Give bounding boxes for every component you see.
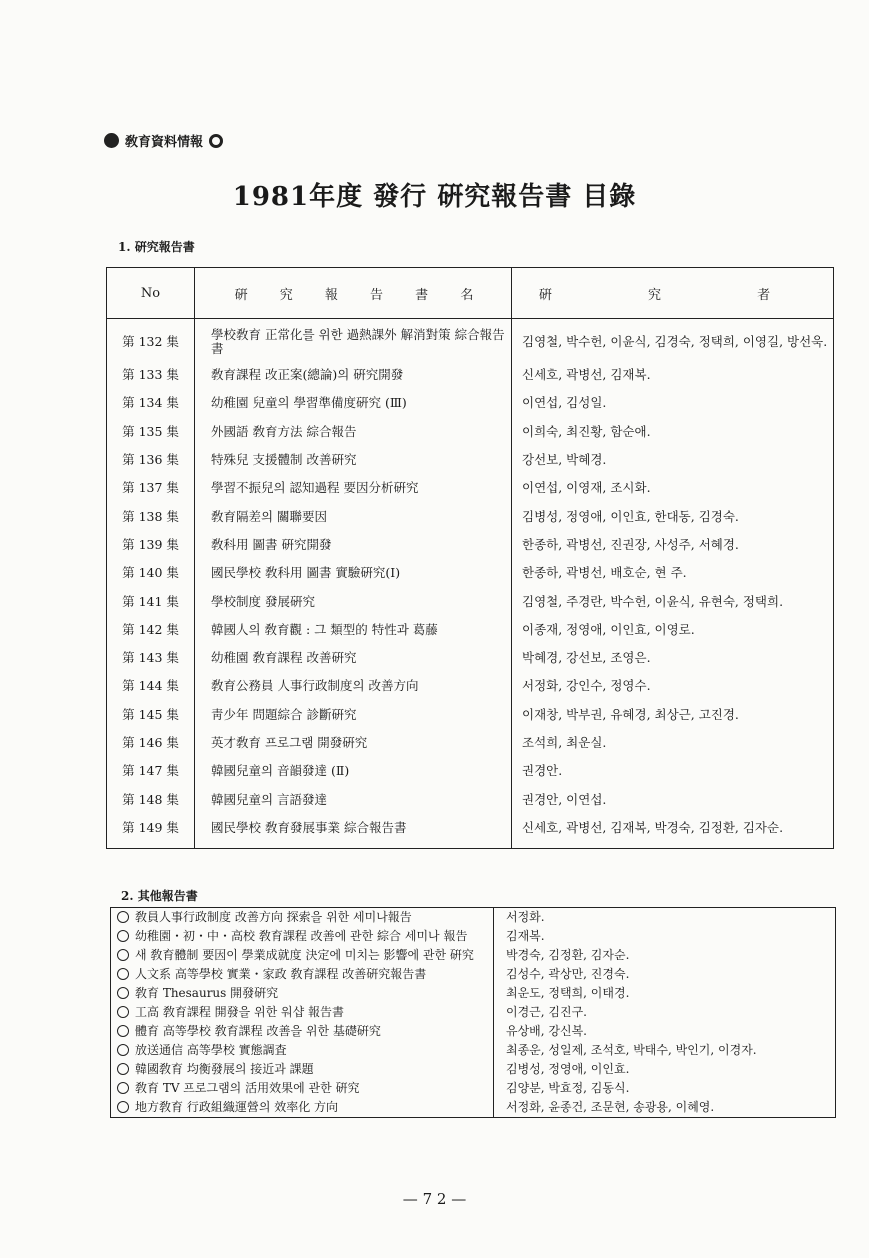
report-title: 幼稚園 兒童의 學習準備度硏究 (Ⅲ)	[195, 389, 512, 417]
table-row	[107, 757, 834, 785]
other-report-authors: 김성수, 곽상만, 진경숙.	[506, 967, 630, 981]
report-authors: 서정화, 강인수, 정영수.	[512, 672, 834, 700]
other-report-item	[111, 1060, 494, 1079]
page-title: 1981年度 發行 硏究報告書 目錄	[232, 182, 637, 212]
circle-bullet-icon	[117, 1063, 129, 1075]
other-report-authors: 김양분, 박효정, 김동식.	[506, 1081, 630, 1095]
section-tag	[104, 131, 223, 150]
table-row	[107, 361, 834, 389]
table-header-row	[107, 268, 834, 319]
other-report-table	[110, 907, 836, 1118]
report-number: 第 144 集	[107, 672, 195, 700]
table-row	[107, 701, 834, 729]
section-tag-label: 敎育資料情報	[125, 135, 204, 150]
other-report-authors: 서정화, 윤종건, 조문현, 송광용, 이혜영.	[506, 1100, 715, 1114]
section1-heading: 1. 硏究報告書	[118, 240, 195, 254]
report-number: 第 141 集	[107, 587, 195, 615]
report-title: 國民學校 敎科用 圖書 實驗硏究(Ⅰ)	[195, 559, 512, 587]
other-report-item	[111, 984, 494, 1003]
other-report-title: 새 敎育體制 要因이 學業成就度 決定에 미치는 影響에 관한 硏究	[135, 948, 474, 962]
report-title: 學校制度 發展硏究	[195, 587, 512, 615]
report-number: 第 140 集	[107, 559, 195, 587]
other-report-authors: 이경근, 김진구.	[506, 1005, 587, 1019]
report-authors: 신세호, 곽병선, 김재복.	[512, 361, 834, 389]
other-report-title: 放送通信 高等學校 實態調査	[135, 1043, 287, 1057]
report-authors: 한종하, 곽병선, 배호순, 현 주.	[512, 559, 834, 587]
other-report-item	[111, 1022, 494, 1041]
other-report-item	[111, 1003, 494, 1022]
other-report-authors: 최종운, 성일제, 조석호, 박태수, 박인기, 이경자.	[506, 1043, 757, 1057]
report-title: 學校敎育 正常化를 위한 過熱課外 解消對策 綜合報告書	[195, 319, 512, 362]
report-number: 第 136 集	[107, 446, 195, 474]
table-row	[107, 446, 834, 474]
bullet-ring-icon	[209, 134, 223, 148]
other-report-title: 幼稚園・初・中・高校 敎育課程 改善에 관한 綜合 세미나 報告	[135, 929, 468, 943]
report-number: 第 138 集	[107, 502, 195, 530]
report-title: 特殊兒 支援體制 改善硏究	[195, 446, 512, 474]
circle-bullet-icon	[117, 949, 129, 961]
report-title: 敎科用 圖書 硏究開發	[195, 531, 512, 559]
column-header-authors: 硏 究 者	[512, 268, 834, 319]
other-report-authors: 최운도, 정택희, 이태경.	[506, 986, 630, 1000]
report-number: 第 149 集	[107, 814, 195, 849]
report-authors: 권경안.	[512, 757, 834, 785]
other-report-title: 韓國敎育 均衡發展의 接近과 課題	[135, 1062, 314, 1076]
report-number: 第 146 集	[107, 729, 195, 757]
circle-bullet-icon	[117, 987, 129, 999]
table-row	[111, 927, 836, 946]
table-row	[107, 785, 834, 813]
column-header-title: 硏 究 報 告 書 名	[195, 268, 512, 319]
table-row	[107, 502, 834, 530]
report-title: 敎育隔差의 關聯要因	[195, 502, 512, 530]
report-authors: 이연섭, 이영재, 조시화.	[512, 474, 834, 502]
table-row	[111, 1003, 836, 1022]
report-number: 第 145 集	[107, 701, 195, 729]
report-number: 第 143 集	[107, 644, 195, 672]
report-authors: 강선보, 박혜경.	[512, 446, 834, 474]
table-row	[107, 559, 834, 587]
table-row	[111, 984, 836, 1003]
table-row	[111, 1022, 836, 1041]
report-number: 第 148 集	[107, 785, 195, 813]
table-row	[107, 644, 834, 672]
table-row	[111, 1098, 836, 1118]
circle-bullet-icon	[117, 1044, 129, 1056]
table-row	[107, 814, 834, 849]
research-report-table	[106, 267, 834, 849]
report-number: 第 147 集	[107, 757, 195, 785]
circle-bullet-icon	[117, 1082, 129, 1094]
table-row	[111, 965, 836, 984]
table-row	[111, 908, 836, 928]
circle-bullet-icon	[117, 1006, 129, 1018]
other-report-authors: 김병성, 정영애, 이인효.	[506, 1062, 630, 1076]
circle-bullet-icon	[117, 1101, 129, 1113]
report-authors: 이희숙, 최진황, 함순애.	[512, 418, 834, 446]
table-row	[111, 1079, 836, 1098]
table-row	[111, 946, 836, 965]
table-row	[111, 1060, 836, 1079]
table-row	[107, 587, 834, 615]
table-row	[107, 672, 834, 700]
report-authors: 이연섭, 김성일.	[512, 389, 834, 417]
other-report-title: 地方敎育 行政組織運營의 效率化 方向	[135, 1100, 339, 1114]
table-row	[107, 616, 834, 644]
report-title: 韓國人의 敎育觀 : 그 類型的 特性과 葛藤	[195, 616, 512, 644]
report-title: 敎育公務員 人事行政制度의 改善方向	[195, 672, 512, 700]
report-authors: 김병성, 정영애, 이인효, 한대동, 김경숙.	[512, 502, 834, 530]
other-report-title: 敎育 Thesaurus 開發硏究	[135, 986, 279, 1000]
report-authors: 권경안, 이연섭.	[512, 785, 834, 813]
report-title: 英才敎育 프로그램 開發硏究	[195, 729, 512, 757]
report-authors: 한종하, 곽병선, 진권장, 사성주, 서혜경.	[512, 531, 834, 559]
other-report-item	[111, 1041, 494, 1060]
report-authors: 신세호, 곽병선, 김재복, 박경숙, 김정환, 김자순.	[512, 814, 834, 849]
other-report-title: 敎員人事行政制度 改善方向 探索을 위한 세미나報告	[135, 910, 412, 924]
report-authors: 김영철, 박수헌, 이윤식, 김경숙, 정택희, 이영길, 방선욱.	[512, 319, 834, 362]
report-authors: 조석희, 최운실.	[512, 729, 834, 757]
bullet-icon	[104, 133, 119, 148]
page-number: — 7 2 —	[402, 1190, 467, 1208]
report-title: 靑少年 問題綜合 診斷硏究	[195, 701, 512, 729]
other-report-title: 工高 敎育課程 開發을 위한 워샵 報告書	[135, 1005, 345, 1019]
report-number: 第 133 集	[107, 361, 195, 389]
report-authors: 김영철, 주경란, 박수헌, 이윤식, 유현숙, 정택희.	[512, 587, 834, 615]
other-report-authors: 박경숙, 김정환, 김자순.	[506, 948, 630, 962]
table-row	[107, 729, 834, 757]
table-row	[111, 1041, 836, 1060]
other-report-authors: 서정화.	[506, 910, 545, 924]
other-report-item	[111, 1079, 494, 1098]
report-number: 第 139 集	[107, 531, 195, 559]
section2-heading: 2. 其他報告書	[121, 889, 198, 903]
other-report-item	[111, 965, 494, 984]
circle-bullet-icon	[117, 968, 129, 980]
other-report-authors: 김재복.	[506, 929, 545, 943]
other-report-title: 人文系 高等學校 實業・家政 敎育課程 改善硏究報告書	[135, 967, 427, 981]
other-report-item	[111, 927, 494, 946]
other-report-item	[111, 946, 494, 965]
table-row	[107, 319, 834, 362]
other-report-item	[111, 908, 494, 928]
report-authors: 이재창, 박부권, 유혜경, 최상근, 고진경.	[512, 701, 834, 729]
circle-bullet-icon	[117, 1025, 129, 1037]
column-header-no: No	[107, 268, 195, 319]
report-title: 外國語 敎育方法 綜合報告	[195, 418, 512, 446]
other-report-authors: 유상배, 강신복.	[506, 1024, 587, 1038]
report-authors: 박혜경, 강선보, 조영은.	[512, 644, 834, 672]
report-number: 第 135 集	[107, 418, 195, 446]
circle-bullet-icon	[117, 930, 129, 942]
report-title: 敎育課程 改正案(總論)의 硏究開發	[195, 361, 512, 389]
report-number: 第 142 集	[107, 616, 195, 644]
table-row	[107, 531, 834, 559]
report-authors: 이종재, 정영애, 이인효, 이영로.	[512, 616, 834, 644]
table-row	[107, 389, 834, 417]
report-title: 學習不振兒의 認知過程 要因分析硏究	[195, 474, 512, 502]
other-report-title: 敎育 TV 프로그램의 活用效果에 관한 硏究	[135, 1081, 360, 1095]
report-title: 韓國兒童의 言語發達	[195, 785, 512, 813]
report-number: 第 134 集	[107, 389, 195, 417]
other-report-title: 體育 高等學校 敎育課程 改善을 위한 基礎硏究	[135, 1024, 381, 1038]
report-number: 第 137 集	[107, 474, 195, 502]
table-row	[107, 418, 834, 446]
report-title: 幼稚園 敎育課程 改善硏究	[195, 644, 512, 672]
report-number: 第 132 集	[107, 319, 195, 362]
report-title: 國民學校 敎育發展事業 綜合報告書	[195, 814, 512, 849]
circle-bullet-icon	[117, 911, 129, 923]
other-report-item	[111, 1098, 494, 1118]
report-title: 韓國兒童의 音韻發達 (Ⅱ)	[195, 757, 512, 785]
table-row	[107, 474, 834, 502]
